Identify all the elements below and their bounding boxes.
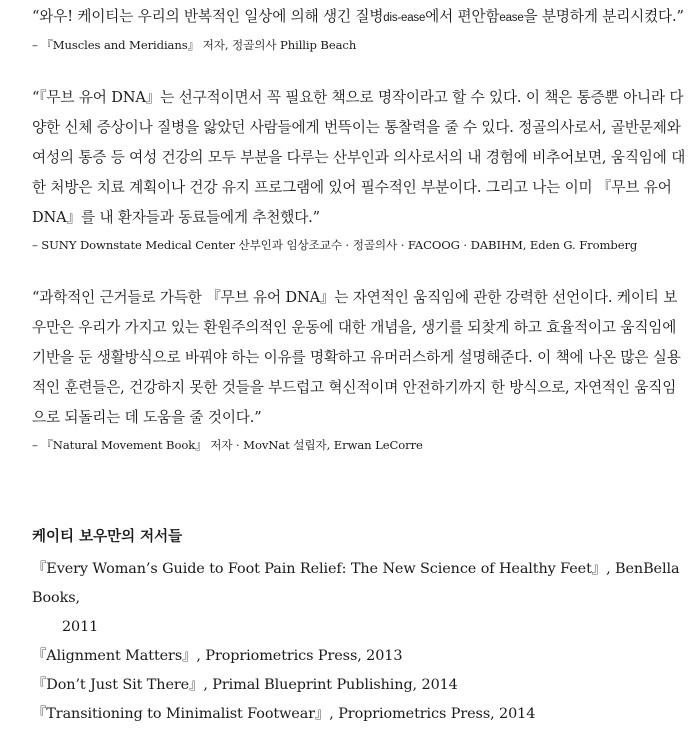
book-citation: 『Don’t Just Sit There』, Primal Blueprint Publishing, 2014 [32,677,458,693]
quote-source: – 『Muscles and Meridians』 저자, 정골의사 Phillip Beach [32,38,357,52]
quote-source: – SUNY Downstate Medical Center 산부인과 임상조교수 · 정골의사 · FACOOG · DABIHM, Eden G. Fromberg [32,238,638,252]
quote-text: “와우! 케이티는 우리의 반복적인 일상에 의해 생긴 질병dis-ease에서 편안함ease을 분명하게 분리시켰다.” [32,8,684,25]
book-citation: 『Transitioning to Minimalist Footwear』, Propriometrics Press, 2014 [32,706,536,722]
books-heading: 케이티 보우만의 저서들 [32,529,183,545]
book-citation-year: 2011 [62,619,99,635]
book-item [32,700,688,729]
endorsement-quote-1 [32,2,688,53]
book-item [32,642,688,671]
term-ease: ease [499,12,524,24]
quote-text: “과학적인 근거들로 가득한 『무브 유어 DNA』는 자연적인 움직임에 관한 강력한 선언이다. 케이티 보우만은 우리가 가지고 있는 환원주의적인 운동에 대한 개념을, 생기를 되찾게 하고 효율적이고 움직임에 기반을 둔 생활방식으로 바꿔야 하는 이유를 명확하고 유머러스하게 설명해준다. 이 책에 나온 많은 실용적인 훈련들은, 건강하지 못한 것들을 부드럽고 혁신적이며 안전하기까지 한 방식으로, 자연적인 움직임으로 되돌리는 데 도움을 줄 것이다.” [32,289,681,426]
term-dis-ease: dis-ease [383,12,426,24]
book-list [32,555,688,729]
author-books-section [32,527,688,729]
book-item [32,671,688,700]
quote-source: – 『Natural Movement Book』 저자 · MovNat 설립자, Erwan LeCorre [32,438,423,452]
book-item [32,555,688,642]
book-citation: 『Alignment Matters』, Propriometrics Press, 2013 [32,648,403,664]
quote-text: “『무브 유어 DNA』는 선구적이면서 꼭 필요한 책으로 명작이라고 할 수 있다. 이 책은 통증뿐 아니라 다양한 신체 증상이나 질병을 앓았던 사람들에게 번뜩이는 통찰력을 줄 수 있다. 정골의사로서, 골반문제와 여성의 통증 등 여성 건강의 모두 부분을 다루는 산부인과 의사로서의 내 경험에 비추어보면, 움직임에 대한 처방은 치료 계획이나 건강 유지 프로그램에 있어 필수적인 부분이다. 그리고 나는 이미 『무브 유어 DNA』를 내 환자들과 동료들에게 추천했다.” [32,89,686,226]
endorsement-quote-3 [32,283,688,453]
book-citation: 『Every Woman’s Guide to Foot Pain Relief: The New Science of Healthy Feet』, BenBella Books, [32,561,680,606]
endorsement-quote-2 [32,83,688,253]
page [32,0,688,729]
